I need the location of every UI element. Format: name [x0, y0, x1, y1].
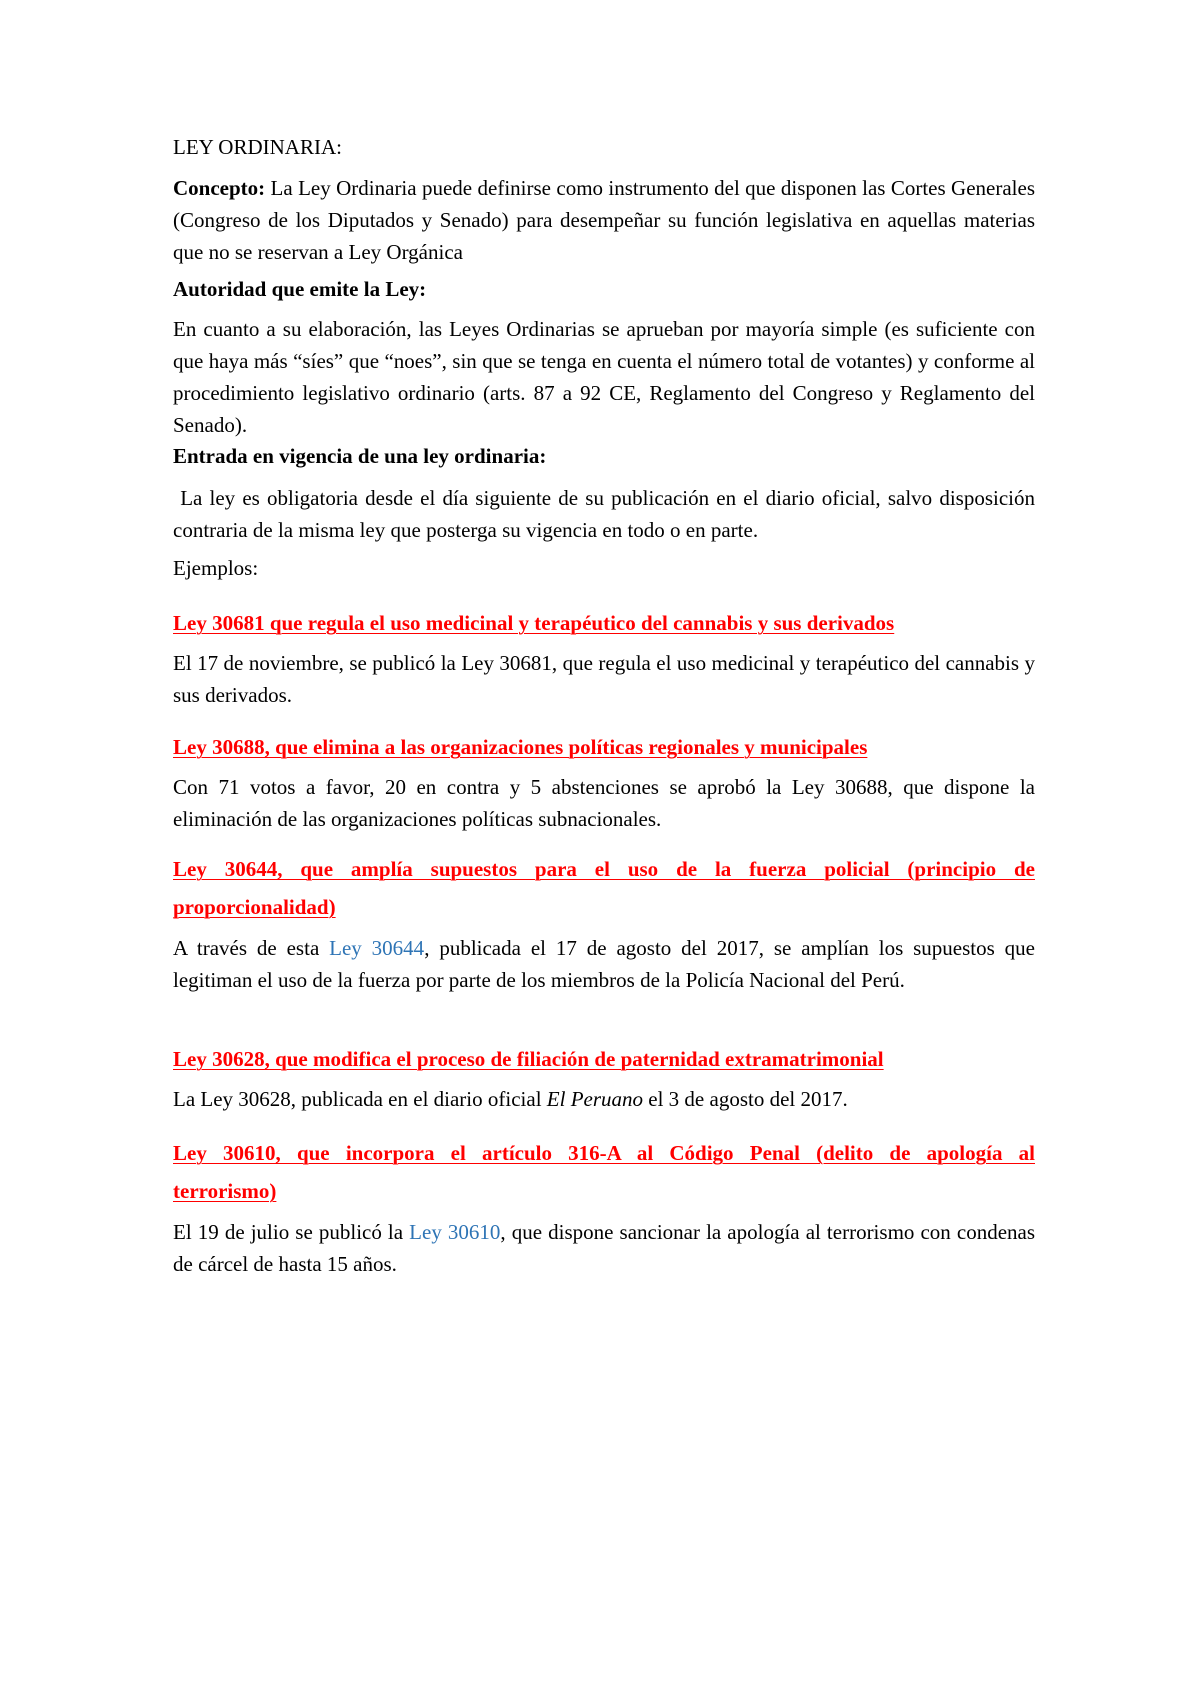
- example-title-30681[interactable]: Ley 30681 que regula el uso medicinal y terapéutico del cannabis y sus derivados: [173, 611, 895, 635]
- concept-label: Concepto:: [173, 176, 266, 200]
- concept-text: La Ley Ordinaria puede definirse como instrumento del que disponen las Cortes Generales (Congreso de los Diputados y Senado) para desempeñar su función legislativa en aquellas materias que no se reservan a Ley Orgánica: [173, 176, 1035, 264]
- example-title-30644-line1[interactable]: Ley 30644, que amplía supuestos para el uso de la fuerza policial (principio de: [173, 857, 1035, 881]
- example-title-30610-line2[interactable]: terrorismo): [173, 1179, 277, 1203]
- example-title-30688[interactable]: Ley 30688, que elimina a las organizaciones políticas regionales y municipales: [173, 735, 868, 759]
- example-body-30610: El 19 de julio se publicó la Ley 30610, que dispone sancionar la apología al terrorismo con condenas de cárcel de hasta 15 años.: [173, 1220, 1036, 1276]
- example-title-30644-line2[interactable]: proporcionalidad): [173, 895, 336, 919]
- law-30644-link[interactable]: Ley 30644: [329, 936, 425, 960]
- authority-heading: Autoridad que emite la Ley:: [173, 277, 427, 301]
- example-body-30681: El 17 de noviembre, se publicó la Ley 30681, que regula el uso medicinal y terapéutico del cannabis y sus derivados.: [173, 651, 1035, 707]
- example-title-30610-line1[interactable]: Ley 30610, que incorpora el artículo 316-A al Código Penal (delito de apología al: [173, 1141, 1035, 1165]
- example-body-30644: A través de esta Ley 30644, publicada el 17 de agosto del 2017, se amplían los supuestos que legitiman el uso de la fuerza por parte de los miembros de la Policía Nacional del Perú.: [173, 936, 1035, 992]
- law-30610-link[interactable]: Ley 30610: [409, 1220, 501, 1244]
- concept-paragraph: [173, 172, 1035, 268]
- example-title-30628[interactable]: Ley 30628, que modifica el proceso de filiación de paternidad extramatrimonial: [173, 1047, 884, 1071]
- newspaper-name: El Peruano: [546, 1087, 644, 1111]
- example-body-30688: Con 71 votos a favor, 20 en contra y 5 abstenciones se aprobó la Ley 30688, que dispone la eliminación de las organizaciones políticas subnacionales.: [173, 775, 1035, 831]
- entry-paragraph: La ley es obligatoria desde el día siguiente de su publicación en el diario oficial, salvo disposición contraria de la misma ley que posterga su vigencia en todo o en parte.: [173, 486, 1041, 542]
- example-body-30628: La Ley 30628, publicada en el diario oficial El Peruano el 3 de agosto del 2017.: [173, 1087, 848, 1111]
- entry-heading: Entrada en vigencia de una ley ordinaria:: [173, 444, 547, 468]
- examples-label: Ejemplos:: [173, 556, 259, 580]
- page-title: LEY ORDINARIA:: [173, 135, 342, 159]
- authority-paragraph: En cuanto a su elaboración, las Leyes Ordinarias se aprueban por mayoría simple (es suficiente con que haya más “síes” que “noes”, sin que se tenga en cuenta el número total de votantes) y conforme al procedimiento legislativo ordinario (arts. 87 a 92 CE, Reglamento del Congreso y Reglamento del Senado).: [173, 317, 1035, 437]
